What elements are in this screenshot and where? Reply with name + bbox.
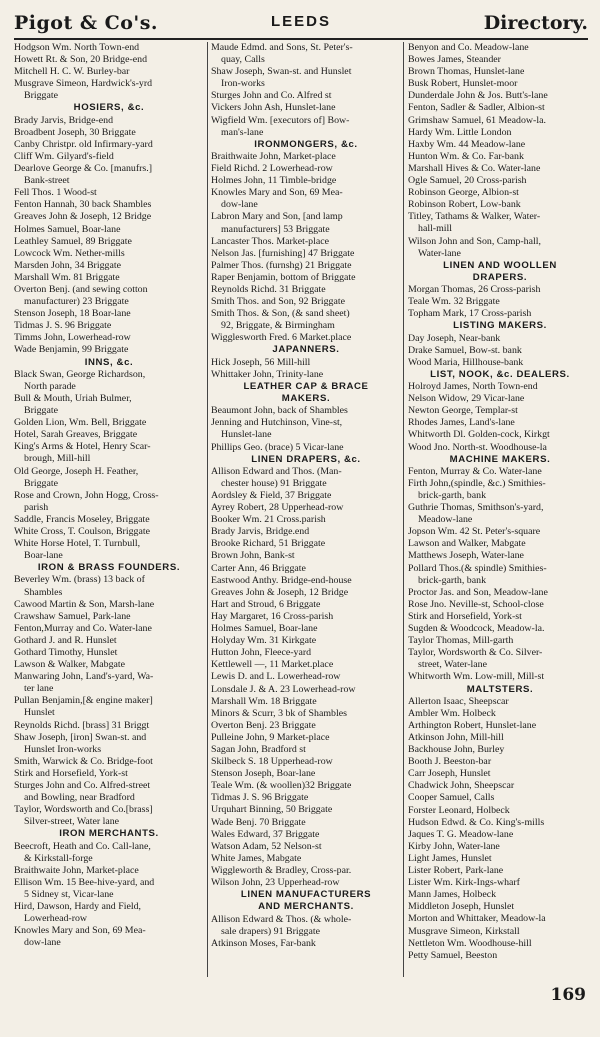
directory-entry: Beaumont John, back of Shambles <box>211 405 348 417</box>
directory-entry: Hotel, Sarah Greaves, Briggate <box>14 429 138 441</box>
directory-entry: Robinson George, Albion-st <box>408 187 519 199</box>
directory-entry: Cawood Martin & Son, Marsh-lane <box>14 598 155 610</box>
directory-entry: Brown John, Bank-st <box>211 550 295 562</box>
directory-entry: Rhodes James, Land's-lane <box>408 417 515 429</box>
section-heading: AND MERCHANTS. <box>258 901 354 913</box>
page-header <box>14 12 588 40</box>
directory-entry: Shaw Joseph, Swan-st. and Hunslet <box>211 66 352 78</box>
directory-entry: Backhouse John, Burley <box>408 744 505 756</box>
directory-entry: Rose Jno. Neville-st, School-close <box>408 598 544 610</box>
directory-entry: Briggate <box>24 405 59 417</box>
directory-entry: Nelson Widow, 29 Vicar-lane <box>408 393 525 405</box>
directory-entry: Fenton, Sadler & Sadler, Albion-st <box>408 102 545 114</box>
directory-entry: Taylor, Wordsworth and Co.[brass] <box>14 804 153 816</box>
directory-entry: Bank-street <box>24 175 70 187</box>
directory-entry: Old George, Joseph H. Feather, <box>14 465 139 477</box>
directory-entry: Gothard Timothy, Hunslet <box>14 647 118 659</box>
directory-entry: Hart and Stroud, 6 Briggate <box>211 598 321 610</box>
directory-entry: Hick Joseph, 56 Mill-hill <box>211 356 311 368</box>
directory-entry: Brown Thomas, Hunslet-lane <box>408 66 525 78</box>
section-heading: HOSIERS, &c. <box>73 102 145 114</box>
directory-entry: Allerton Isaac, Sheepscar <box>408 695 509 707</box>
directory-entry: Broadbent Joseph, 30 Briggate <box>14 126 136 138</box>
directory-entry: Petty Samuel, Beeston <box>408 949 498 961</box>
directory-entry: Stenson Joseph, 18 Boar-lane <box>14 308 131 320</box>
directory-entry: Lister Robert, Park-lane <box>408 865 504 877</box>
section-heading: INNS, &c. <box>84 356 134 368</box>
directory-entry: Reynolds Richd. 31 Briggate <box>211 283 326 295</box>
section-heading: MALTSTERS. <box>466 683 534 695</box>
directory-entry: Kirby John, Water-lane <box>408 840 500 852</box>
directory-entry: Jopson Wm. 42 St. Peter's-square <box>408 526 541 538</box>
directory-entry: Benyon and Co. Meadow-lane <box>408 42 529 53</box>
directory-entry: White Horse Hotel, T. Turnbull, <box>14 538 141 550</box>
directory-entry: Fenton, Murray & Co. Water-lane <box>408 465 542 477</box>
directory-entry: manufacturer) 23 Briggate <box>24 296 129 308</box>
directory-entry: Knowles Mary and Son, 69 Mea- <box>14 925 146 937</box>
directory-entry: Hardy Wm. Little London <box>408 126 512 138</box>
directory-entry: Watson Adam, 52 Nelson-st <box>211 840 322 852</box>
section-heading: DRAPERS. <box>472 271 528 283</box>
section-heading: LIST, NOOK, &c. DEALERS. <box>430 368 570 380</box>
directory-entry: Urquhart Binning, 50 Briggate <box>211 804 333 816</box>
directory-entry: Haxby Wm. 44 Meadow-lane <box>408 138 526 150</box>
directory-entry: Hutton John, Fleece-yard <box>211 647 312 659</box>
directory-entry: Lister Wm. Kirk-Ings-wharf <box>408 877 520 889</box>
directory-entry: Jaques T. G. Meadow-lane <box>408 828 514 840</box>
directory-entry: Booker Wm. 21 Cross.parish <box>211 514 326 526</box>
directory-entry: Palmer Thos. (furnshg) 21 Briggate <box>211 259 352 271</box>
directory-entry: Hunslet <box>24 707 55 719</box>
column-3 <box>408 42 592 982</box>
directory-entry: Forster Leonard, Holbeck <box>408 804 510 816</box>
directory-entry: Minors & Scurr, 3 bk of Shambles <box>211 707 347 719</box>
section-heading: LEATHER CAP & BRACE <box>243 380 369 392</box>
directory-entry: Robinson Robert, Low-bank <box>408 199 521 211</box>
directory-entry: street, Water-lane <box>418 659 488 671</box>
directory-entry: White James, Mabgate <box>211 852 302 864</box>
directory-entry: Sturges John and Co. Alfred st <box>211 90 332 102</box>
directory-entry: Field Richd. 2 Lowerhead-row <box>211 163 333 175</box>
directory-entry: Newton George, Templar-st <box>408 405 518 417</box>
directory-entry: Teale Wm. (& woollen)32 Briggate <box>211 780 352 792</box>
directory-entry: Hird, Dawson, Hardy and Field, <box>14 901 141 913</box>
directory-entry: manufacturers] 53 Briggate <box>221 223 330 235</box>
directory-entry: Whitworth Dl. Golden-cock, Kirkgt <box>408 429 550 441</box>
directory-entry: Maude Edmd. and Sons, St. Peter's- <box>211 42 353 53</box>
directory-entry: Smith Thos. and Son, 92 Briggate <box>211 296 345 308</box>
directory-entry: Smith Thos. & Son, (& sand sheet) <box>211 308 350 320</box>
directory-entry: Stirk and Horsefield, York-st <box>408 610 522 622</box>
directory-entry: Hunslet Iron-works <box>24 743 102 755</box>
section-heading: JAPANNERS. <box>272 344 340 356</box>
column-2 <box>211 42 401 982</box>
directory-entry: Light James, Hunslet <box>408 852 492 864</box>
directory-entry: Lonsdale J. & A. 23 Lowerhead-row <box>211 683 356 695</box>
directory-entry: Lowerhead-row <box>24 913 88 925</box>
directory-entry: Hunton Wm. & Co. Far-bank <box>408 150 524 162</box>
directory-entry: Water-lane <box>418 247 461 259</box>
directory-entry: brough, Mill-hill <box>24 453 91 465</box>
section-heading: LINEN AND WOOLLEN <box>443 259 557 271</box>
directory-entry: Dearlove George & Co. [manufrs.] <box>14 163 153 175</box>
directory-entry: Atkinson John, Mill-hill <box>408 732 504 743</box>
directory-entry: Fenton Hannah, 30 back Shambles <box>14 199 152 211</box>
town-title: LEEDS <box>270 13 331 30</box>
directory-columns <box>14 42 588 982</box>
directory-entry: Fenton,Murray and Co. Water-lane <box>14 622 152 634</box>
directory-entry: Pollard Thos.(& spindle) Smithies- <box>408 562 547 574</box>
directory-entry: Holmes Samuel, Boar-lane <box>211 623 318 635</box>
section-heading: LINEN MANUFACTURERS <box>240 889 372 901</box>
directory-entry: & Kirkstall-forge <box>24 852 93 864</box>
directory-entry: Fell Thos. 1 Wood-st <box>14 187 97 199</box>
directory-entry: Lancaster Thos. Market-place <box>211 235 329 247</box>
directory-entry: Manwaring John, Land's-yard, Wa- <box>14 671 154 683</box>
directory-entry: Bull & Mouth, Uriah Bulmer, <box>14 392 132 404</box>
directory-entry: Gothard J. and R. Hunslet <box>14 634 117 646</box>
section-heading: IRONMONGERS, &c. <box>254 138 358 150</box>
directory-entry: Overton Benj. (and sewing cotton <box>14 283 148 295</box>
directory-entry: Lawson and Walker, Mabgate <box>408 538 526 550</box>
directory-entry: Saddle, Francis Moseley, Briggate <box>14 513 150 525</box>
directory-entry: Marsden John, 34 Briggate <box>14 259 121 271</box>
directory-entry: chester house) 91 Briggate <box>221 477 327 489</box>
directory-entry: Kettlewell —, 11 Market.place <box>211 659 334 671</box>
directory-entry: Topham Mark, 17 Cross-parish <box>408 308 532 320</box>
directory-entry: Musgrave Simeon, Hardwick's-yrd <box>14 78 153 90</box>
directory-entry: Labron Mary and Son, [and lamp <box>211 211 343 223</box>
directory-entry: Wood Jno. North-st. Woodhouse-la <box>408 441 547 453</box>
directory-entry: Booth J. Beeston-bar <box>408 756 492 768</box>
directory-entry: Eastwood Anthy. Bridge-end-house <box>211 574 352 586</box>
directory-entry: Rose and Crown, John Hogg, Cross- <box>14 489 159 501</box>
directory-entry: Cliff Wm. Gilyard's-field <box>14 150 114 162</box>
directory-entry: dow-lane <box>221 199 258 211</box>
directory-entry: Holyday Wm. 31 Kirkgate <box>211 635 317 647</box>
directory-entry: Braithwaite John, Market-place <box>211 150 336 162</box>
directory-entry: Lewis D. and L. Lowerhead-row <box>211 671 341 683</box>
directory-entry: Reynolds Richd. [brass] 31 Briggt <box>14 719 150 731</box>
directory-entry: Stenson Joseph, Boar-lane <box>211 768 316 780</box>
directory-entry: parish <box>24 501 49 513</box>
directory-entry: Knowles Mary and Son, 69 Mea- <box>211 187 343 199</box>
section-heading: IRON & BRASS FOUNDERS. <box>37 562 181 574</box>
directory-entry: Briggate <box>24 477 59 489</box>
directory-entry: Holmes John, 11 Timble-bridge <box>211 175 337 187</box>
directory-entry: Tidmas J. S. 96 Briggate <box>211 792 309 804</box>
directory-entry: Holmes Samuel, Boar-lane <box>14 223 121 235</box>
section-heading: LINEN DRAPERS, &c. <box>251 453 361 465</box>
directory-entry: Wigfield Wm. [executors of] Bow- <box>211 114 350 126</box>
directory-entry: Nelson Jas. [furnishing] 47 Briggate <box>211 247 355 259</box>
directory-entry: Marshall Hives & Co. Water-lane <box>408 162 541 174</box>
directory-entry: Sturges John and Co. Alfred-street <box>14 780 151 792</box>
directory-entry: Atkinson Moses, Far-bank <box>211 937 316 949</box>
directory-entry: Leathley Samuel, 89 Briggate <box>14 235 132 247</box>
directory-entry: Wiggleworth & Bradley, Cross-par. <box>211 864 352 876</box>
directory-entry: Silver-street, Water lane <box>24 816 120 828</box>
directory-entry: King's Arms & Hotel, Henry Scar- <box>14 441 151 453</box>
column-1 <box>14 42 204 982</box>
directory-entry: Wade Benjamin, 99 Briggate <box>14 344 129 356</box>
directory-entry: dow-lane <box>24 937 61 949</box>
directory-entry: Ogle Samuel, 20 Cross-parish <box>408 175 527 187</box>
directory-entry: Carter Ann, 46 Briggate <box>211 562 306 574</box>
directory-entry: Pullan Benjamin,[& engine maker] <box>14 695 153 707</box>
directory-entry: Musgrave Simeon, Kirkstall <box>408 925 520 937</box>
directory-entry: Nettleton Wm. Woodhouse-hill <box>408 937 532 949</box>
directory-entry: Golden Lion, Wm. Bell, Briggate <box>14 417 147 429</box>
directory-entry: Overton Benj. 23 Briggate <box>211 719 316 731</box>
directory-entry: quay, Calls <box>221 54 265 66</box>
directory-entry: brick-garth, bank <box>418 490 487 502</box>
directory-entry: Lawson & Walker, Mabgate <box>14 659 126 671</box>
directory-entry: Wales Edward, 37 Briggate <box>211 828 320 840</box>
directory-entry: ter lane <box>24 683 54 695</box>
directory-entry: Pulleine John, 9 Market-place <box>211 731 330 743</box>
directory-entry: Tidmas J. S. 96 Briggate <box>14 320 112 332</box>
directory-entry: Dunderdale John & Jos. Butt's-lane <box>408 90 548 102</box>
directory-entry: Cooper Samuel, Calls <box>408 792 495 804</box>
directory-entry: Crawshaw Samuel, Park-lane <box>14 610 131 622</box>
directory-entry: North parade <box>24 380 76 392</box>
directory-entry: 5 Sidney st, Vicar-lane <box>24 889 114 900</box>
directory-entry: Wigglesworth Fred. 6 Market.place <box>211 332 352 344</box>
directory-entry: Shaw Joseph, [iron] Swan-st. and <box>14 731 147 743</box>
directory-entry: Firth John,(spindle, &c.) Smithies- <box>408 477 546 489</box>
directory-entry: Ayrey Robert, 28 Upperhead-row <box>211 502 344 514</box>
directory-entry: Hodgson Wm. North Town-end <box>14 42 140 53</box>
directory-entry: Greaves John & Joseph, 12 Bridge <box>211 586 349 598</box>
directory-entry: Briggate <box>24 90 59 102</box>
directory-entry: Beecroft, Heath and Co. Call-lane, <box>14 840 151 852</box>
directory-entry: Taylor Thomas, Mill-garth <box>408 635 514 647</box>
directory-entry: Wilson John and Son, Camp-hall, <box>408 235 541 247</box>
directory-entry: Holroyd James, North Town-end <box>408 381 538 393</box>
directory-entry: White Cross, T. Coulson, Briggate <box>14 525 150 537</box>
directory-entry: Phillips Geo. (brace) 5 Vicar-lane <box>211 441 344 453</box>
directory-title: Directory. <box>483 12 588 34</box>
directory-entry: Busk Robert, Hunslet-moor <box>408 78 518 90</box>
directory-entry: Whitworth Wm. Low-mill, Mill-st <box>408 671 545 683</box>
directory-entry: Arthington Robert, Hunslet-lane <box>408 719 537 731</box>
directory-entry: Braithwaite John, Market-place <box>14 864 139 876</box>
directory-entry: brick-garth, bank <box>418 574 487 586</box>
directory-entry: Smith, Warwick & Co. Bridge-foot <box>14 755 153 767</box>
directory-entry: Howett Rt. & Son, 20 Bridge-end <box>14 54 148 66</box>
section-heading: MAKERS. <box>281 393 331 405</box>
directory-entry: Morgan Thomas, 26 Cross-parish <box>408 284 541 296</box>
directory-entry: Aordsley & Field, 37 Briggate <box>211 490 332 502</box>
directory-entry: Allison Edward and Thos. (Man- <box>211 465 342 477</box>
directory-entry: Carr Joseph, Hunslet <box>408 768 491 780</box>
directory-entry: Matthews Joseph, Water-lane <box>408 550 524 562</box>
directory-entry: hall-mill <box>418 223 453 235</box>
directory-entry: Brady Jarvis, Bridge-end <box>14 114 114 126</box>
directory-entry: Hunslet-lane <box>221 429 272 441</box>
directory-entry: 92, Briggate, & Birmingham <box>221 320 335 332</box>
directory-entry: Drake Samuel, Bow-st. bank <box>408 344 522 356</box>
publisher-title: Pigot & Co's. <box>14 12 159 34</box>
directory-entry: Skilbeck S. 18 Upperhead-row <box>211 756 333 768</box>
directory-entry: Day Joseph, Near-bank <box>408 332 501 344</box>
directory-entry: Vickers John Ash, Hunslet-lane <box>211 102 336 114</box>
directory-entry: Black Swan, George Richardson, <box>14 368 146 380</box>
directory-entry: Ambler Wm. Holbeck <box>408 707 496 719</box>
directory-entry: Mitchell H. C. W. Burley-bar <box>14 66 130 78</box>
directory-entry: Teale Wm. 32 Briggate <box>408 296 500 308</box>
directory-entry: Marshall Wm. 18 Briggate <box>211 695 317 707</box>
section-heading: IRON MERCHANTS. <box>59 828 159 840</box>
directory-entry: Bowes James, Steander <box>408 54 501 66</box>
directory-entry: and Bowling, near Bradford <box>24 792 135 804</box>
directory-entry: Iron-works <box>221 78 265 90</box>
directory-entry: Wilson John, 23 Upperhead-row <box>211 877 340 889</box>
directory-entry: Middleton Joseph, Hunslet <box>408 901 515 913</box>
directory-entry: Beverley Wm. (brass) 13 back of <box>14 574 145 586</box>
directory-entry: Brooke Richard, 51 Briggate <box>211 538 326 550</box>
directory-entry: Shambles <box>24 586 63 598</box>
directory-entry: Hudson Edwd. & Co. King's-mills <box>408 816 545 828</box>
directory-entry: Grimshaw Samuel, 61 Meadow-la. <box>408 114 546 126</box>
directory-entry: Proctor Jas. and Son, Meadow-lane <box>408 586 548 598</box>
directory-entry: Greaves John & Joseph, 12 Bridge <box>14 211 152 223</box>
directory-entry: Ellison Wm. 15 Bee-hive-yard, and <box>14 876 155 888</box>
directory-entry: Jenning and Hutchinson, Vine-st, <box>211 417 343 429</box>
directory-entry: Meadow-lane <box>418 514 473 526</box>
section-heading: LISTING MAKERS. <box>453 320 547 332</box>
directory-entry: Whittaker John, Trinity-lane <box>211 368 324 380</box>
directory-entry: Mann James, Holbeck <box>408 889 497 901</box>
directory-entry: Titley, Tathams & Walker, Water- <box>408 211 541 223</box>
directory-entry: Wade Benj. 70 Briggate <box>211 816 306 828</box>
directory-entry: Timms John, Lowerhead-row <box>14 332 131 344</box>
directory-entry: Brady Jarvis, Bridge.end <box>211 526 310 538</box>
directory-entry: Chadwick John, Sheepscar <box>408 780 515 792</box>
directory-entry: Allison Edward & Thos. (& whole- <box>211 913 352 925</box>
directory-entry: Boar-lane <box>24 550 63 562</box>
directory-entry: Sagan John, Bradford st <box>211 743 306 755</box>
directory-entry: Guthrie Thomas, Smithson's-yard, <box>408 502 544 514</box>
directory-entry: Lowcock Wm. Nether-mills <box>14 247 125 259</box>
directory-entry: Morton and Whittaker, Meadow-la <box>408 913 546 925</box>
directory-entry: Sugden & Woodcock, Meadow-la. <box>408 623 545 635</box>
directory-entry: Canby Christpr. old Infirmary-yard <box>14 138 153 150</box>
directory-entry: Taylor, Wordsworth & Co. Silver- <box>408 647 543 659</box>
directory-entry: man's-lane <box>221 126 264 138</box>
page-number: 169 <box>550 985 586 1005</box>
directory-entry: Wood Maria, Hillhouse-bank <box>408 356 524 368</box>
directory-entry: Hay Margaret, 16 Cross-parish <box>211 610 334 622</box>
directory-entry: Raper Benjamin, bottom of Briggate <box>211 271 356 283</box>
directory-entry: Stirk and Horsefield, York-st <box>14 767 128 779</box>
directory-entry: Marshall Wm. 81 Briggate <box>14 271 120 283</box>
section-heading: MACHINE MAKERS. <box>449 453 551 465</box>
directory-entry: sale drapers) 91 Briggate <box>221 925 320 937</box>
